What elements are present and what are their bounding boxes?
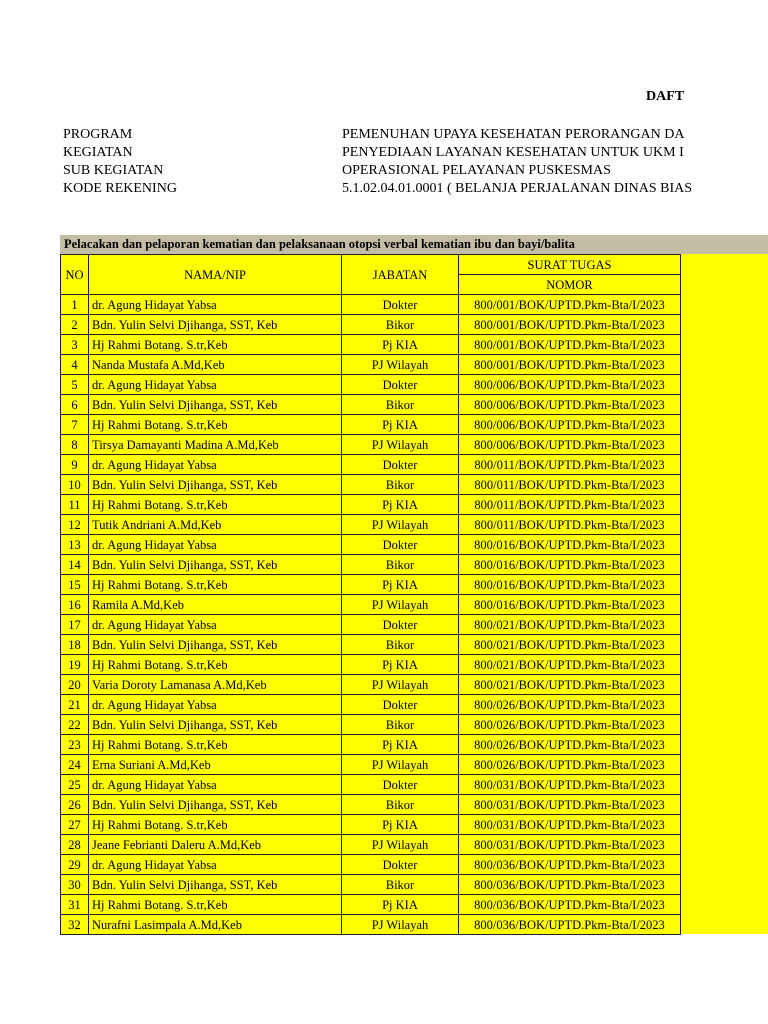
- row-nomor: 800/001/BOK/UPTD.Pkm-Bta/I/2023: [459, 295, 681, 315]
- row-nomor: 800/021/BOK/UPTD.Pkm-Bta/I/2023: [459, 635, 681, 655]
- row-jabatan: Pj KIA: [342, 335, 459, 355]
- row-nomor: 800/036/BOK/UPTD.Pkm-Bta/I/2023: [459, 895, 681, 915]
- row-jabatan: Pj KIA: [342, 655, 459, 675]
- row-nomor: 800/026/BOK/UPTD.Pkm-Bta/I/2023: [459, 715, 681, 735]
- row-nama: Hj Rahmi Botang. S.tr,Keb: [89, 815, 342, 835]
- row-number: 22: [61, 715, 89, 735]
- table-row: [61, 375, 681, 395]
- table-row: [61, 475, 681, 495]
- row-number: 31: [61, 895, 89, 915]
- row-number: 20: [61, 675, 89, 695]
- row-number: 17: [61, 615, 89, 635]
- table-row: [61, 495, 681, 515]
- row-number: 3: [61, 335, 89, 355]
- row-nama: dr. Agung Hidayat Yabsa: [89, 775, 342, 795]
- row-nomor: 800/031/BOK/UPTD.Pkm-Bta/I/2023: [459, 815, 681, 835]
- row-nomor: 800/026/BOK/UPTD.Pkm-Bta/I/2023: [459, 755, 681, 775]
- row-jabatan: Bikor: [342, 875, 459, 895]
- table-row: [61, 415, 681, 435]
- row-number: 4: [61, 355, 89, 375]
- row-number: 16: [61, 595, 89, 615]
- row-number: 6: [61, 395, 89, 415]
- row-jabatan: PJ Wilayah: [342, 675, 459, 695]
- row-nama: Bdn. Yulin Selvi Djihanga, SST, Keb: [89, 715, 342, 735]
- header-nomor: NOMOR: [459, 275, 681, 295]
- row-jabatan: Bikor: [342, 555, 459, 575]
- row-nama: dr. Agung Hidayat Yabsa: [89, 375, 342, 395]
- row-nama: Bdn. Yulin Selvi Djihanga, SST, Keb: [89, 635, 342, 655]
- row-number: 24: [61, 755, 89, 775]
- row-nama: Varia Doroty Lamanasa A.Md,Keb: [89, 675, 342, 695]
- row-jabatan: Bikor: [342, 475, 459, 495]
- meta-label: SUB KEGIATAN: [63, 163, 164, 178]
- table-row: [61, 635, 681, 655]
- row-jabatan: Bikor: [342, 635, 459, 655]
- row-jabatan: Dokter: [342, 855, 459, 875]
- row-nama: Hj Rahmi Botang. S.tr,Keb: [89, 415, 342, 435]
- row-nama: Tirsya Damayanti Madina A.Md,Keb: [89, 435, 342, 455]
- row-nomor: 800/006/BOK/UPTD.Pkm-Bta/I/2023: [459, 415, 681, 435]
- table-row: [61, 795, 681, 815]
- row-nomor: 800/031/BOK/UPTD.Pkm-Bta/I/2023: [459, 775, 681, 795]
- meta-value: OPERASIONAL PELAYANAN PUSKESMAS: [342, 163, 611, 178]
- table-row: [61, 315, 681, 335]
- table-row: [61, 915, 681, 935]
- row-nama: Tutik Andriani A.Md,Keb: [89, 515, 342, 535]
- row-nomor: 800/036/BOK/UPTD.Pkm-Bta/I/2023: [459, 855, 681, 875]
- row-jabatan: PJ Wilayah: [342, 835, 459, 855]
- row-nama: Bdn. Yulin Selvi Djihanga, SST, Keb: [89, 475, 342, 495]
- header-no: NO: [61, 255, 89, 295]
- table-row: [61, 335, 681, 355]
- row-jabatan: Dokter: [342, 535, 459, 555]
- table-row: [61, 755, 681, 775]
- row-number: 2: [61, 315, 89, 335]
- row-nomor: 800/011/BOK/UPTD.Pkm-Bta/I/2023: [459, 455, 681, 475]
- meta-label: KODE REKENING: [63, 181, 177, 196]
- row-nomor: 800/026/BOK/UPTD.Pkm-Bta/I/2023: [459, 735, 681, 755]
- meta-kegiatan: [63, 145, 684, 161]
- row-number: 25: [61, 775, 89, 795]
- table-row: [61, 535, 681, 555]
- row-nomor: 800/016/BOK/UPTD.Pkm-Bta/I/2023: [459, 535, 681, 555]
- row-nama: Bdn. Yulin Selvi Djihanga, SST, Keb: [89, 875, 342, 895]
- row-nomor: 800/006/BOK/UPTD.Pkm-Bta/I/2023: [459, 435, 681, 455]
- meta-sub-kegiatan: [63, 163, 611, 179]
- meta-value: 5.1.02.04.01.0001 ( BELANJA PERJALANAN DINAS BIAS: [342, 181, 693, 196]
- row-number: 21: [61, 695, 89, 715]
- row-jabatan: Dokter: [342, 455, 459, 475]
- row-nomor: 800/006/BOK/UPTD.Pkm-Bta/I/2023: [459, 375, 681, 395]
- table-row: [61, 395, 681, 415]
- row-jabatan: Pj KIA: [342, 415, 459, 435]
- row-jabatan: Pj KIA: [342, 495, 459, 515]
- table-row: [61, 435, 681, 455]
- row-jabatan: Pj KIA: [342, 735, 459, 755]
- row-nomor: 800/011/BOK/UPTD.Pkm-Bta/I/2023: [459, 515, 681, 535]
- row-nomor: 800/031/BOK/UPTD.Pkm-Bta/I/2023: [459, 795, 681, 815]
- row-jabatan: Bikor: [342, 315, 459, 335]
- row-number: 18: [61, 635, 89, 655]
- table-row: [61, 875, 681, 895]
- row-number: 30: [61, 875, 89, 895]
- document-title: DAFT: [646, 89, 685, 104]
- table-row: [61, 695, 681, 715]
- table-row: [61, 895, 681, 915]
- row-nama: Bdn. Yulin Selvi Djihanga, SST, Keb: [89, 795, 342, 815]
- row-nomor: 800/021/BOK/UPTD.Pkm-Bta/I/2023: [459, 655, 681, 675]
- row-nomor: 800/016/BOK/UPTD.Pkm-Bta/I/2023: [459, 575, 681, 595]
- row-nama: Bdn. Yulin Selvi Djihanga, SST, Keb: [89, 555, 342, 575]
- row-nomor: 800/011/BOK/UPTD.Pkm-Bta/I/2023: [459, 475, 681, 495]
- row-nomor: 800/001/BOK/UPTD.Pkm-Bta/I/2023: [459, 315, 681, 335]
- row-nama: Hj Rahmi Botang. S.tr,Keb: [89, 655, 342, 675]
- row-number: 7: [61, 415, 89, 435]
- row-nomor: 800/001/BOK/UPTD.Pkm-Bta/I/2023: [459, 335, 681, 355]
- row-nama: Ramila A.Md,Keb: [89, 595, 342, 615]
- row-number: 27: [61, 815, 89, 835]
- row-nomor: 800/021/BOK/UPTD.Pkm-Bta/I/2023: [459, 675, 681, 695]
- row-jabatan: Dokter: [342, 615, 459, 635]
- table-row: [61, 455, 681, 475]
- meta-label: KEGIATAN: [63, 145, 133, 160]
- row-jabatan: Dokter: [342, 695, 459, 715]
- table-body: [61, 295, 681, 935]
- table-row: [61, 815, 681, 835]
- row-jabatan: Bikor: [342, 395, 459, 415]
- row-number: 15: [61, 575, 89, 595]
- row-nama: Hj Rahmi Botang. S.tr,Keb: [89, 335, 342, 355]
- row-nomor: 800/036/BOK/UPTD.Pkm-Bta/I/2023: [459, 875, 681, 895]
- table-row: [61, 355, 681, 375]
- meta-kode-rekening: [63, 181, 693, 197]
- meta-label: PROGRAM: [63, 127, 133, 142]
- row-nama: dr. Agung Hidayat Yabsa: [89, 295, 342, 315]
- row-nomor: 800/021/BOK/UPTD.Pkm-Bta/I/2023: [459, 615, 681, 635]
- row-nama: Hj Rahmi Botang. S.tr,Keb: [89, 575, 342, 595]
- row-nama: Hj Rahmi Botang. S.tr,Keb: [89, 895, 342, 915]
- row-number: 23: [61, 735, 89, 755]
- row-nama: Bdn. Yulin Selvi Djihanga, SST, Keb: [89, 315, 342, 335]
- row-jabatan: PJ Wilayah: [342, 595, 459, 615]
- meta-program: [63, 127, 685, 143]
- table-row: [61, 735, 681, 755]
- row-number: 29: [61, 855, 89, 875]
- row-nomor: 800/006/BOK/UPTD.Pkm-Bta/I/2023: [459, 395, 681, 415]
- header-surat-tugas: SURAT TUGAS: [459, 255, 681, 275]
- row-number: 12: [61, 515, 89, 535]
- yellow-fill-area: [681, 254, 768, 934]
- row-number: 5: [61, 375, 89, 395]
- row-number: 8: [61, 435, 89, 455]
- row-jabatan: PJ Wilayah: [342, 915, 459, 935]
- meta-value: PEMENUHAN UPAYA KESEHATAN PERORANGAN DA: [342, 127, 685, 142]
- table-row: [61, 675, 681, 695]
- row-nama: Erna Suriani A.Md,Keb: [89, 755, 342, 775]
- row-jabatan: PJ Wilayah: [342, 755, 459, 775]
- table-row: [61, 835, 681, 855]
- row-number: 28: [61, 835, 89, 855]
- row-jabatan: Pj KIA: [342, 815, 459, 835]
- row-nama: Nanda Mustafa A.Md,Keb: [89, 355, 342, 375]
- row-number: 10: [61, 475, 89, 495]
- personnel-table: [60, 254, 681, 935]
- row-jabatan: Pj KIA: [342, 575, 459, 595]
- row-nama: Bdn. Yulin Selvi Djihanga, SST, Keb: [89, 395, 342, 415]
- row-nama: dr. Agung Hidayat Yabsa: [89, 615, 342, 635]
- table-row: [61, 555, 681, 575]
- row-jabatan: Dokter: [342, 295, 459, 315]
- row-nama: dr. Agung Hidayat Yabsa: [89, 455, 342, 475]
- table-row: [61, 775, 681, 795]
- row-nama: Hj Rahmi Botang. S.tr,Keb: [89, 495, 342, 515]
- row-nomor: 800/016/BOK/UPTD.Pkm-Bta/I/2023: [459, 555, 681, 575]
- row-number: 14: [61, 555, 89, 575]
- row-nama: dr. Agung Hidayat Yabsa: [89, 855, 342, 875]
- row-nomor: 800/001/BOK/UPTD.Pkm-Bta/I/2023: [459, 355, 681, 375]
- header-nama: NAMA/NIP: [89, 255, 342, 295]
- row-number: 32: [61, 915, 89, 935]
- row-nama: Jeane Febrianti Daleru A.Md,Keb: [89, 835, 342, 855]
- section-title: Pelacakan dan pelaporan kematian dan pelaksanaan otopsi verbal kematian ibu dan bayi/balita: [60, 235, 768, 254]
- row-number: 1: [61, 295, 89, 315]
- row-jabatan: Dokter: [342, 775, 459, 795]
- table-row: [61, 855, 681, 875]
- row-nomor: 800/036/BOK/UPTD.Pkm-Bta/I/2023: [459, 915, 681, 935]
- row-jabatan: Bikor: [342, 715, 459, 735]
- row-jabatan: Pj KIA: [342, 895, 459, 915]
- row-jabatan: PJ Wilayah: [342, 355, 459, 375]
- row-jabatan: PJ Wilayah: [342, 515, 459, 535]
- row-number: 9: [61, 455, 89, 475]
- row-jabatan: PJ Wilayah: [342, 435, 459, 455]
- table-row: [61, 595, 681, 615]
- meta-value: PENYEDIAAN LAYANAN KESEHATAN UNTUK UKM I: [342, 145, 684, 160]
- header-jabatan: JABATAN: [342, 255, 459, 295]
- row-nomor: 800/026/BOK/UPTD.Pkm-Bta/I/2023: [459, 695, 681, 715]
- row-nomor: 800/031/BOK/UPTD.Pkm-Bta/I/2023: [459, 835, 681, 855]
- table-row: [61, 295, 681, 315]
- row-jabatan: Dokter: [342, 375, 459, 395]
- row-number: 26: [61, 795, 89, 815]
- row-nama: dr. Agung Hidayat Yabsa: [89, 695, 342, 715]
- row-nomor: 800/011/BOK/UPTD.Pkm-Bta/I/2023: [459, 495, 681, 515]
- row-nama: Hj Rahmi Botang. S.tr,Keb: [89, 735, 342, 755]
- table-row: [61, 575, 681, 595]
- row-number: 19: [61, 655, 89, 675]
- row-nama: Nurafni Lasimpala A.Md,Keb: [89, 915, 342, 935]
- table-row: [61, 715, 681, 735]
- row-number: 11: [61, 495, 89, 515]
- row-number: 13: [61, 535, 89, 555]
- row-nomor: 800/016/BOK/UPTD.Pkm-Bta/I/2023: [459, 595, 681, 615]
- table-row: [61, 515, 681, 535]
- row-nama: dr. Agung Hidayat Yabsa: [89, 535, 342, 555]
- table-row: [61, 615, 681, 635]
- row-jabatan: Bikor: [342, 795, 459, 815]
- table-row: [61, 655, 681, 675]
